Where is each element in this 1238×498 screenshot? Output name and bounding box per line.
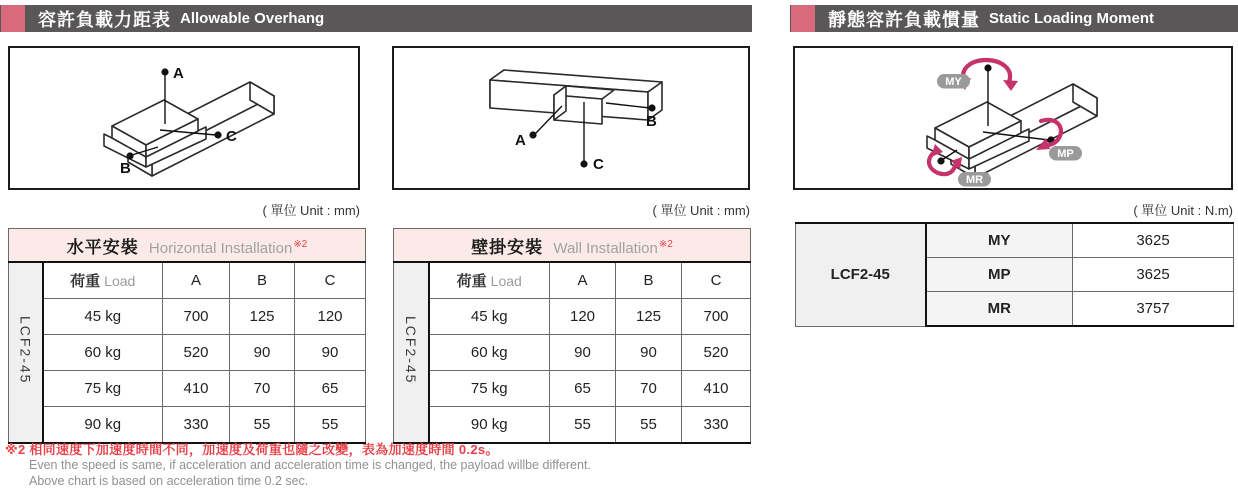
- load-cell: 75 kg: [429, 371, 550, 407]
- point-a-dot: [161, 68, 168, 75]
- point-c-dot: [214, 131, 221, 138]
- point-b-dot: [126, 152, 133, 159]
- dimension-label-a: A: [515, 132, 526, 149]
- model-cell: [9, 262, 43, 443]
- table-row: [9, 335, 366, 371]
- point-c-dot: [580, 160, 587, 167]
- moment-value-my: 3625: [1073, 223, 1234, 258]
- dimension-label-c: C: [593, 156, 604, 173]
- section-header-static-loading-moment: [790, 5, 1238, 32]
- col-header-b: B: [616, 262, 682, 299]
- table-row: [796, 223, 1234, 258]
- diagram-static-loading-moment: [793, 46, 1233, 190]
- load-cell: 75 kg: [43, 371, 163, 407]
- value-c: 120: [295, 299, 366, 335]
- value-a: 55: [550, 407, 616, 444]
- col-header-a: A: [550, 262, 616, 299]
- unit-label-mm: ( 單位 Unit : mm): [262, 203, 360, 218]
- value-b: 70: [616, 371, 682, 407]
- footnote-marker: ※2: [293, 238, 308, 250]
- dimension-label-a: A: [173, 65, 184, 82]
- moment-axis-mp: MP: [926, 258, 1073, 292]
- value-b: 125: [616, 299, 682, 335]
- moment-axis-my: MY: [926, 223, 1073, 258]
- model-cell: LCF2-45: [796, 223, 926, 326]
- model-label: LCF2-45: [402, 316, 419, 385]
- moment-label-mp: [1049, 146, 1082, 161]
- table-row: [394, 335, 751, 371]
- moment-axis-mr: MR: [926, 292, 1073, 327]
- value-a: 90: [550, 335, 616, 371]
- point-a-dot: [529, 131, 536, 138]
- table-title-en: Horizontal Installation: [148, 239, 293, 257]
- load-cell: 45 kg: [429, 299, 550, 335]
- value-c: 90: [295, 335, 366, 371]
- footnote-marker: ※2: [658, 238, 673, 250]
- unit-label-nm: ( 單位 Unit : N.m): [1133, 203, 1233, 218]
- load-cell: 60 kg: [429, 335, 550, 371]
- model-label: LCF2-45: [17, 316, 34, 385]
- table-title-zh: 壁掛安裝: [471, 237, 544, 257]
- col-header-c: C: [682, 262, 751, 299]
- col-header-b: B: [230, 262, 295, 299]
- table-header-row: [394, 262, 751, 299]
- col-header-load: 荷重 Load: [429, 262, 550, 299]
- col-header-load: 荷重 Load: [43, 262, 163, 299]
- table-title-row: [9, 229, 366, 263]
- value-c: 55: [295, 407, 366, 444]
- value-c: 65: [295, 371, 366, 407]
- value-b: 90: [230, 335, 295, 371]
- table-wall-installation: [393, 228, 750, 444]
- isometric-actuator-drawing: [10, 48, 358, 188]
- value-a: 120: [550, 299, 616, 335]
- table-header-row: [9, 262, 366, 299]
- footnote: [5, 442, 591, 489]
- value-a: 410: [163, 371, 230, 407]
- table-row: [9, 371, 366, 407]
- value-a: 65: [550, 371, 616, 407]
- col-header-c: C: [295, 262, 366, 299]
- footnote-line-en1: Even the speed is same, if acceleration and acceleration time is changed, the payload willbe different.: [29, 458, 591, 472]
- col-header-a: A: [163, 262, 230, 299]
- value-a: 330: [163, 407, 230, 444]
- diagram-wall-installation: [392, 46, 750, 190]
- table-title-row: [394, 229, 751, 263]
- value-a: 520: [163, 335, 230, 371]
- footnote-line-zh: ※2 相同速度下加速度時間不同，加速度及荷重也隨之改變，表為加速度時間 0.2s。: [5, 442, 499, 457]
- value-b: 90: [616, 335, 682, 371]
- svg-text:MY: MY: [945, 76, 962, 88]
- value-b: 125: [230, 299, 295, 335]
- section-title-en: Allowable Overhang: [180, 10, 325, 27]
- moment-label-my: [937, 74, 970, 89]
- table-row: [394, 407, 751, 444]
- table-title-zh: 水平安裝: [66, 237, 139, 257]
- value-c: 700: [682, 299, 751, 335]
- table-row: [9, 299, 366, 335]
- moment-value-mp: 3625: [1073, 258, 1234, 292]
- table-static-loading-moment: [795, 222, 1233, 327]
- load-cell: 90 kg: [43, 407, 163, 444]
- value-b: 55: [616, 407, 682, 444]
- point-b-dot: [648, 104, 655, 111]
- model-cell: [394, 262, 429, 443]
- footnote-line-en2: Above chart is based on acceleration time 0.2 sec.: [29, 474, 309, 488]
- section-title-zh: 靜態容許負載慣量: [828, 9, 980, 30]
- moment-label-mr: [958, 172, 991, 187]
- load-cell: 90 kg: [429, 407, 550, 444]
- dimension-label-b: B: [120, 160, 131, 177]
- moment-value-mr: 3757: [1073, 292, 1234, 327]
- value-b: 55: [230, 407, 295, 444]
- table-title-en: Wall Installation: [553, 239, 658, 257]
- accent-square: [1, 5, 25, 32]
- table-row: [9, 407, 366, 444]
- table-horizontal-installation: [8, 228, 365, 444]
- dimension-label-c: C: [226, 128, 237, 145]
- load-cell: 45 kg: [43, 299, 163, 335]
- dimension-label-b: B: [646, 113, 657, 130]
- svg-text:MP: MP: [1057, 148, 1074, 160]
- section-title-en: Static Loading Moment: [989, 10, 1154, 27]
- value-b: 70: [230, 371, 295, 407]
- value-c: 410: [682, 371, 751, 407]
- isometric-actuator-drawing: [394, 48, 748, 188]
- accent-square: [791, 5, 815, 32]
- value-c: 330: [682, 407, 751, 444]
- table-row: [394, 371, 751, 407]
- svg-text:MR: MR: [965, 174, 984, 186]
- isometric-moment-drawing: [795, 48, 1231, 188]
- table-row: [394, 299, 751, 335]
- section-title-zh: 容許負載力距表: [38, 9, 171, 30]
- value-c: 520: [682, 335, 751, 371]
- load-cell: 60 kg: [43, 335, 163, 371]
- diagram-horizontal-installation: [8, 46, 360, 190]
- unit-label-mm: ( 單位 Unit : mm): [652, 203, 750, 218]
- value-a: 700: [163, 299, 230, 335]
- section-header-allowable-overhang: [0, 5, 752, 32]
